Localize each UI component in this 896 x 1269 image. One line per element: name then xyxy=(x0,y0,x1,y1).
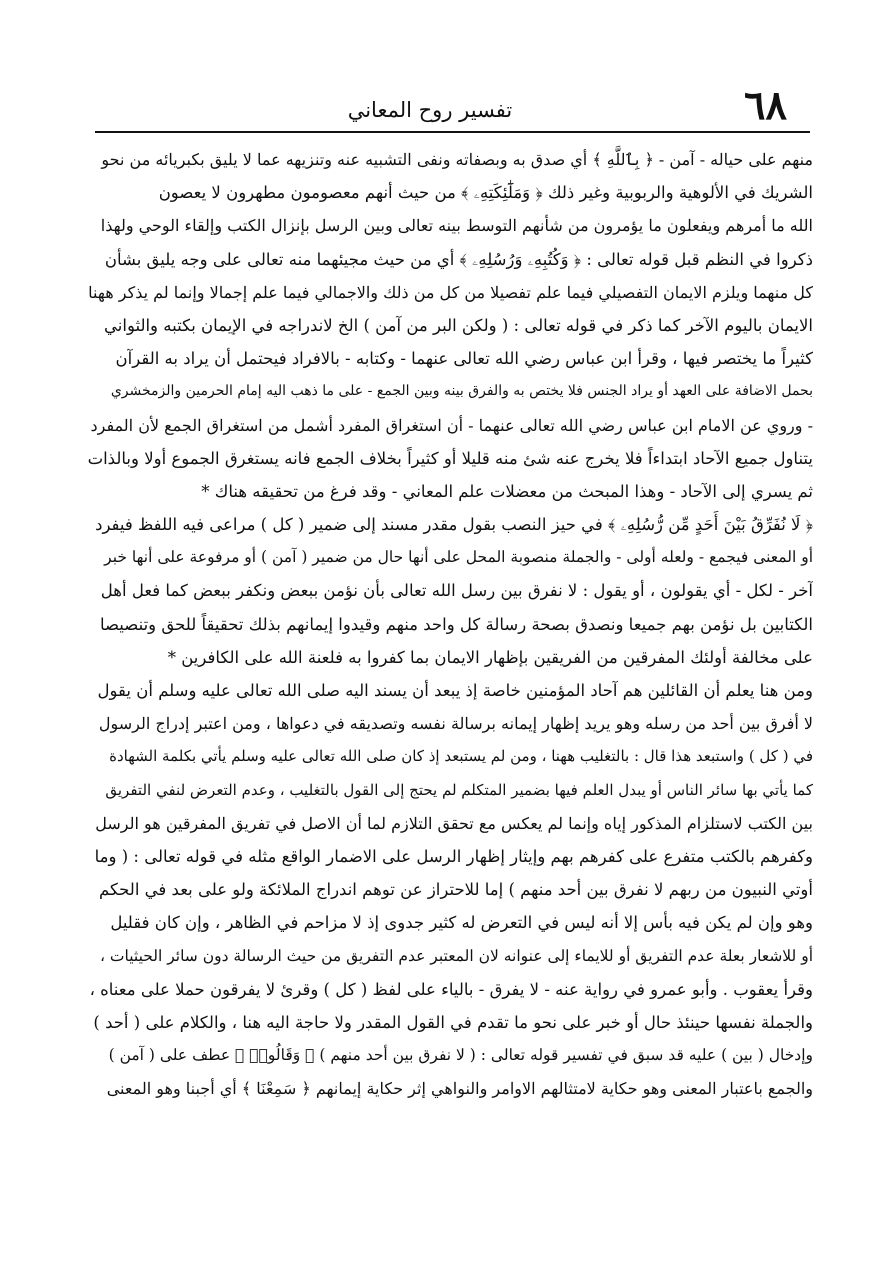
text-line: ﴿ لَا نُفَرِّقُ بَيْنَ أَحَدٍ مِّن رُّسُلِهِۦ ﴾ في حيز النصب بقول مقدر مسند إلى ضمير ( كل ) مراعى فيه اللفظ فيفرد xyxy=(95,515,813,535)
text-line: والجملة نفسها حينئذ حال أو خبر على نحو ما تقدم في القول المقدر ولا حاجة اليه هنا ، والكلام على ( أحد ) xyxy=(93,1012,813,1032)
text-line: آخر - لكل - أي يقولون ، أو يقول : لا نفرق بين رسل الله تعالى بأن نؤمن ببعض ونكفر ببعض كما فعل أهل xyxy=(100,581,813,601)
text-line: منهم على حياله - آمن - ﴿ بِٱللَّهِ ﴾ أي صدق به وبصفاته ونفى التشبيه عنه وتنزيهه عما لا يليق بكبريائه من نحو xyxy=(101,150,813,169)
text-line: ذكروا في النظم قبل قوله تعالى : ﴿ وَكُتُبِهِۦ وَرُسُلِهِۦ ﴾ أي من حيث مجيئهما منه تعالى على وجه يليق بشأن xyxy=(104,249,813,269)
text-line: الكتابين بل نؤمن بهم جميعا ونصدق بصحة رسالة كل واحد منهم وقيدوا إيمانهم بذلك تحقيقاً للحق وتنصيصا xyxy=(99,614,813,634)
text-line: لا أفرق بين أحد من رسله وهو يريد إظهار إيمانه برسالة نفسه وتصديقه في دعواها ، ومن اعتبر إدراج الرسول xyxy=(98,714,813,734)
text-line: وقرأ يعقوب . وأبو عمرو في رواية عنه - لا يفرق - بالياء على لفظ ( كل ) وقرئ لا يفرقون حملا على معناه ، xyxy=(89,979,813,999)
text-line: الله ما أمرهم ويفعلون ما يؤمرون من شأنهم التوسط بينه تعالى وبين الرسل بإنزال الكتب وإلقاء الوحي ولهذا xyxy=(100,216,813,236)
text-line: كل منهما ويلزم الايمان التفصيلي فيما علم تفصيلا من كل من ذلك والاجمالي فيما علم إجمالا وإنما لم يذكر ههنا xyxy=(88,282,813,302)
text-line: على مخالفة أولئك المفرقين من الفريقين بإظهار الايمان بما كفروا به فلعنة الله على الكافرين * xyxy=(167,647,813,667)
running-title: تفسير روح المعاني xyxy=(347,98,513,122)
body-text xyxy=(88,143,813,1105)
text-line: أو للاشعار بعلة عدم التفريق أو للايماء إلى عنوانه لان المعتبر عدم التفريق من حيث الرسالة دون سائر الحيثيات ، xyxy=(99,946,813,965)
text-line: الايمان باليوم الآخر كما ذكر في قوله تعالى : ( ولكن البر من آمن ) الخ لاندراجه في الإيمان بكتبه والثواني xyxy=(104,315,813,335)
text-line: أو المعنى فيجمع - ولعله أولى - والجملة منصوبة المحل على أنها حال من ضمير ( آمن ) أو مرفوعة على أنها خبر xyxy=(104,548,813,567)
page-number: ٦٨ xyxy=(744,82,787,129)
text-line: بين الكتب لاستلزام المذكور إياه وإنما لم يعكس مع تحقق التلازم لما أن الاصل في تفريق المفرقين هو الرسل xyxy=(95,813,813,833)
text-line: والجمع باعتبار المعنى وهو حكاية لامتثالهم الاوامر والنواهي إثر حكاية إيمانهم ﴿ سَمِعْنَا ﴾ أي أجبنا وهو المعنى xyxy=(106,1079,813,1099)
text-line: وهو وإن لم يكن فيه بأس إلا أنه ليس في التعرض له كثير جدوى إذ لا مزاحم في الظاهر ، وإن كان فقليل xyxy=(110,913,813,933)
text-line: وكفرهم بالكتب متفرع على كفرهم بهم وإيثار إظهار الرسل على الاضمار الواقع مثله في قوله تعالى : ( وما xyxy=(94,846,813,866)
header-rule xyxy=(95,131,810,133)
text-line: بحمل الاضافة على العهد أو يراد الجنس فلا يختص به والفرق بينه وبين الجمع - على ما ذهب اليه إمام الحرمين والزمخشري xyxy=(110,383,813,400)
text-line: ثم يسري إلى الآحاد - وهذا المبحث من معضلات علم المعاني - وقد فرغ من تحقيقه هناك * xyxy=(201,481,813,501)
text-line: في ( كل ) واستبعد هذا قال : بالتغليب ههنا ، ومن لم يستبعد إذ كان صلى الله تعالى عليه وسلم يأتي بكلمة الشهادة xyxy=(109,747,813,766)
text-line: وإدخال ( بين ) عليه قد سبق في تفسير قوله تعالى : ( لا نفرق بين أحد منهم ) ﴿ وَقَالُوا۟ ﴾ عطف على ( آمن ) xyxy=(108,1046,813,1065)
text-line: يتناول جميع الآحاد ابتداءاً فلا يخرج عنه شئ منه قليلا أو كثيراً بخلاف الجمع فانه يستغرق الجموع أولا وبالذات xyxy=(88,448,813,468)
text-line: كما يأتي بها سائر الناس أو يبدل العلم فيها بضمير المتكلم لم يحتج إلى القول بالتغليب ، وعدم التعرض لنفي التفريق xyxy=(105,780,813,799)
text-line: كثيراً ما يختصر فيها ، وقرأ ابن عباس رضي الله تعالى عنهما - وكتابه - بالافراد فيحتمل أن يراد به القرآن xyxy=(115,349,813,369)
text-line: أوتي النبيون من ربهم لا نفرق بين أحد منهم ) إما للاحتراز عن توهم اندراج الملائكة ولو على بعد في الحكم xyxy=(99,880,813,900)
text-line: ومن هنا يعلم أن القائلين هم آحاد المؤمنين خاصة إذ يبعد أن يسند اليه صلى الله تعالى عليه وسلم أن يقول xyxy=(97,681,813,700)
text-line: الشريك في الألوهية والربوبية وغير ذلك ﴿ وَمَلَٰٓئِكَتِهِۦ ﴾ من حيث أنهم معصومون مطهرون لا يعصون xyxy=(158,183,813,203)
text-line: - وروي عن الامام ابن عباس رضي الله تعالى عنهما - أن استغراق المفرد أشمل من استغراق الجمع لأن المفرد xyxy=(90,415,813,435)
